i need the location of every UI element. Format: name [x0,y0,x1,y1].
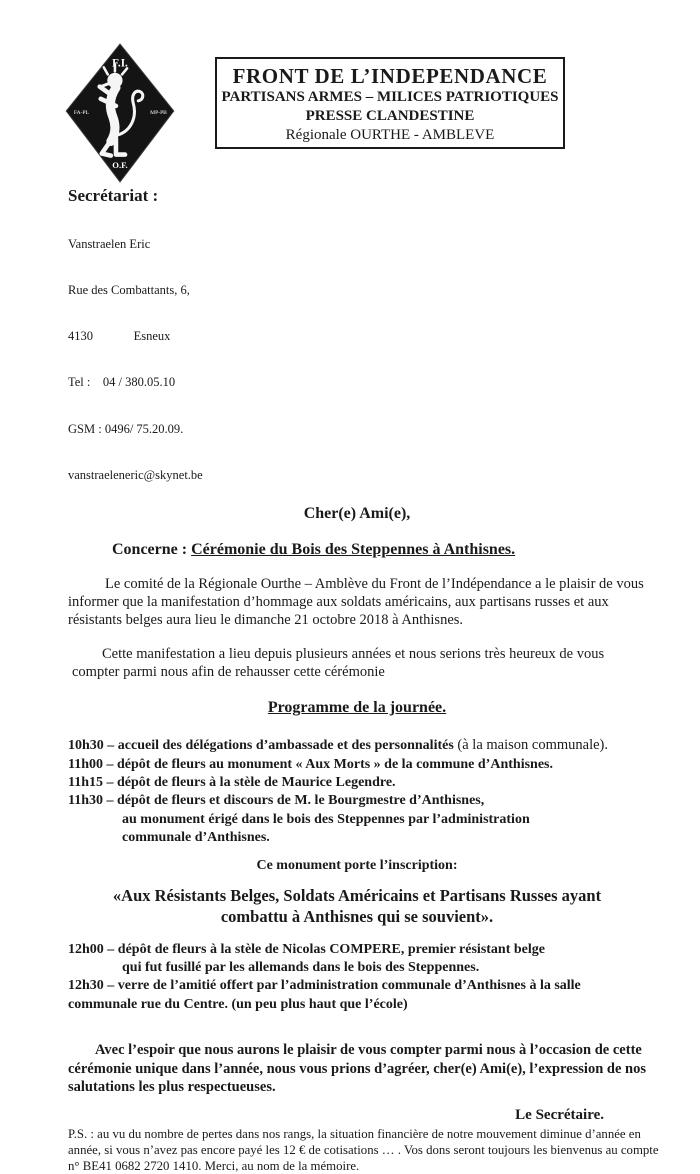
fi-logo [64,42,176,184]
program-title: Programme de la journée. [267,699,447,717]
afternoon-program-list [68,941,646,1015]
program-list [68,736,646,847]
address-line-email: vanstraeleneric@skynet.be [68,467,203,482]
monument-intro: Ce monument porte l’inscription: [256,857,458,873]
letterhead-line-regionale: Régionale OURTHE - AMBLEVE [285,127,495,143]
subject-text: Cérémonie du Bois des Steppennes à Anthisnes. [191,541,516,559]
program-line: 12h30 – verre de l’amitié offert par l’administration communale d’Anthisnes à la salle [68,978,581,994]
program-line-continuation: communale d’Anthisnes. [122,830,270,846]
subject-label: Concerne : [112,541,192,559]
second-paragraph: Cette manifestation a lieu depuis plusieurs années et nous serions très heureux de vous compter parmi nous afin de rehausser cette cérémonie [72,646,605,681]
inscription-line-1: «Aux Résistants Belges, Soldats Américains et Partisans Russes ayant [112,885,602,905]
secretariat-heading: Secrétariat : [68,186,159,205]
address-line-gsm: GSM : 0496/ 75.20.09. [68,421,184,436]
monument-inscription [68,885,646,927]
logo-label-top: F.I. [112,57,128,70]
logo-label-left: FA-PL [73,110,89,117]
address-line-tel: Tel : 04 / 380.05.10 [68,375,176,390]
logo-label-bottom: O.F. [112,159,128,170]
fi-logo-svg [64,42,176,184]
letterhead-title: FRONT DE L’INDEPENDANCE [232,64,548,88]
signature: Le Secrétaire. [515,1107,604,1124]
program-line-continuation: qui fut fusillé par les allemands dans le bois des Steppennes. [122,959,480,975]
address-line-name: Vanstraelen Eric [68,236,151,251]
closing-paragraph: Avec l’espoir que nous aurons le plaisir de vous compter parmi nous à l’occasion de cette cérémonie unique dans l’année, nous vous prions d’agréer, cher(e) Ami(e), l’expression de nos salutations les plus respectueuses. [68,1042,646,1095]
program-line: 10h30 – accueil des délégations d’ambassade et des personnalités (à la maison communale). [68,737,609,754]
postscript: P.S. : au vu du nombre de pertes dans nos rangs, la situation financière de notre mouvement diminue d’année en année, si vous n’avez pas encore payé les 12 € de cotisations … . Vos dons seront toujours les bienvenus au compte n° BE41 0682 2720 1410. Merci, au nom de la mémoire. [68,1127,659,1174]
letterhead-line-presse: PRESSE CLANDESTINE [305,108,475,124]
subject-line [112,540,646,560]
secretariat-address [68,206,646,514]
program-line: 11h30 – dépôt de fleurs et discours de M. le Bourgmestre d’Anthisnes, [68,793,485,809]
program-line: 11h15 – dépôt de fleurs à la stèle de Maurice Legendre. [68,774,396,790]
address-line-city: 4130 Esneux [68,329,171,344]
letterhead-line-partisans: PARTISANS ARMES – MILICES PATRIOTIQUES [221,89,559,105]
letter-body [68,186,659,1174]
inscription-line-2: combattu à Anthisnes qui se souvient». [220,906,494,926]
intro-paragraph: Le comité de la Régionale Ourthe – Amblève du Front de l’Indépendance a le plaisir de vous informer que la manifestation d’hommage aux soldats américains, aux partisans russes et aux résistants belges aura lieu le dimanche 21 octobre 2018 à Anthisnes. [68,576,644,629]
program-line: 11h00 – dépôt de fleurs au monument « Aux Morts » de la commune d’Anthisnes. [68,756,553,772]
salutation: Cher(e) Ami(e), [303,505,411,523]
program-line-continuation: communale rue du Centre. (un peu plus haut que l’école) [68,996,408,1012]
letterhead-box [215,57,565,149]
address-line-street: Rue des Combattants, 6, [68,283,190,298]
logo-label-right: MP-PB [150,110,167,117]
program-line-continuation: au monument érigé dans le bois des Steppennes par l’administration [122,811,530,827]
program-line: 12h00 – dépôt de fleurs à la stèle de Nicolas COMPERE, premier résistant belge [68,941,545,957]
